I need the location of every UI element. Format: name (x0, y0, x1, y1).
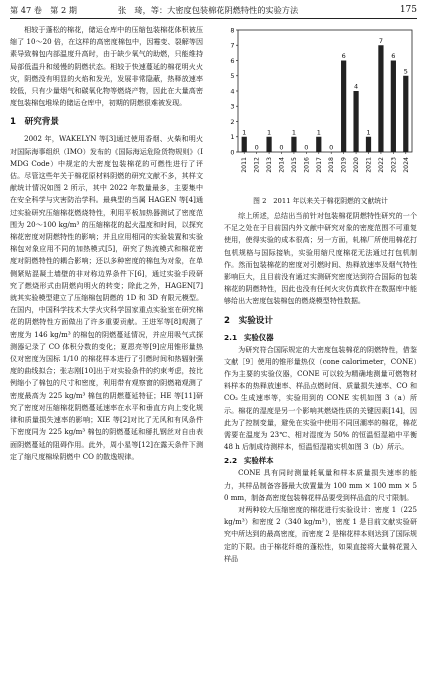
y-tick-label: 6 (230, 56, 235, 65)
data-label: 0 (304, 143, 309, 152)
bar (366, 137, 371, 152)
literature-bar-chart (224, 24, 417, 194)
bar (403, 76, 408, 152)
x-tick-label: 2016 (303, 157, 311, 173)
data-label: 0 (254, 143, 259, 152)
figure-caption: 图 2 2011 年以来关于棉花阴燃的文献统计 (253, 197, 388, 205)
paragraph-background: 2002 年，WAKELYN 等[3]通过使用香烟、火柴和明火对国际海事组织（IMO）发布的《国际海运危险货物规则》（IMDG Code）中规定的大密度包装棉花的可燃性进行了评估。尽管这些年关于棉花原材料阴燃的研究文献不多，其样文献统计情况如图 2 所示，其中 2022 年数量最多，主要集中在安全科学与灾害防治学科。最典型的当属 HAGEN 等[4]通过实验研究压缩棉花燃烧特性，利用平板加热器测试了密度范围为 20～100 kg/m³ 的压缩棉花的起火温度和时间，以探究棉花密度对阴燃特性的影响；并且应用相同的实验装置和实验棉包对象应用不同的加热模式[5]，研究了热流模式和棉花密度对阴燃特性的耦合影响；还以多种密度的棉包为对象，在单侧紧贴混凝土墙壁的非对称边界条件下[6]，通过实验手段研究了燃烧形式由阴燃向明火的转变；除此之外，HAGEN[7]就其实验模型建立了压缩棉包阴燃的 1D 和 3D 有限元模型。在国内，中国科学技术大学火灾科学国家重点实验室在研究棉花的阴燃特性方面做出了许多重要贡献。王进军等[8]观测了密度为 146 kg/m³ 的棉包的阴燃蔓延情况，并应用吸气式探测器记录了 CO 体积分数的变化；夏恩亮等[9]应用锥形量热仪对密度为国标 1/10 的棉花样本进行了引燃时间和热辐射强度的曲线拟合；张志刚[10]出于对实验条件的约束考虑，按比例缩小了棉包的尺寸和密度，利用带有观察窗的阴燃箱观测了密度最高为 225 kg/m³ 棉包的阴燃蔓延特征；HE 等[11]研究了密度对压缩棉花阴燃蔓延速率在水平和垂直方向上变化规律和质量损失速率的影响；XIE 等[2]对比了无风和有风条件下密度同为 225 kg/m³ 棉包的阴燃蔓延和掰扎钢丝对自由表面阴燃蔓延的阻碍作用。此外，周小星等[12]在露天条件下测定了缩尺度棉垛阴燃中 CO 的散逸规律。 (10, 134, 203, 461)
y-tick-label: 4 (230, 87, 235, 96)
header-rule (10, 18, 417, 19)
x-tick-label: 2020 (353, 157, 361, 173)
x-tick-label: 2015 (290, 157, 298, 173)
data-label: 0 (329, 143, 334, 152)
right-column (224, 24, 417, 565)
x-tick-label: 2014 (278, 157, 286, 173)
y-tick-label: 2 (230, 117, 235, 126)
data-label: 0 (279, 143, 284, 152)
data-label: 6 (391, 52, 396, 60)
paragraph-summary: 综上所述，总结出当前针对包装棉花阴燃特性研究的一个不足之处在于目前国内外文献中研究对象的密度范围不可重复使用，使得实验的成本很高；另一方面，轧棉厂所使用棉花打包机规格与国际接轨，实验用缩尺度棉花无法通过打包机制作。然而包装棉花的密度对引燃时间、热释放速率及烟气特性影响巨大，且目前没有通过实测研究密度达到符合国际的包装棉花的阴燃特性，因此也没有任何火灾仿真软件在数据库中能够给出大密度包装棉包的燃烧模型特性数据。 (224, 211, 417, 306)
x-tick-label: 2024 (402, 157, 410, 173)
paragraph-instrument: 为研究符合国际规定的大密度包装棉花的阴燃特性，借鉴文献［9］使用的锥形量热仪（cone calorimeter，CONE）作为主要的实验仪器，CONE 可以较为精确地测量可燃物材料样本的热释放速率、样品点燃时间、质量损失速率、CO 和 CO₂ 生成速率等，实验用到的 CONE 实机如图 3（a）所示。棉花的湿度是另一个影响其燃烧性质的关键因素[14]，因此为了控制变量，避免在实验中使用不同回潮率的棉花，棉花需要在温度为 23℃、相对湿度为 50% 的恒温恒湿箱中平衡 48 h 后制成待测样本，恒温恒湿箱实机如图 3（b）所示。 (224, 344, 417, 452)
subsection-heading-2-2 (224, 455, 417, 467)
data-label: 5 (403, 67, 408, 76)
data-label: 1 (291, 128, 296, 137)
y-tick-label: 5 (230, 72, 235, 81)
data-label: 4 (354, 82, 359, 91)
x-tick-label: 2018 (328, 157, 336, 173)
x-tick-label: 2021 (365, 157, 373, 173)
subsection-title: 实验仪器 (244, 332, 274, 342)
x-tick-label: 2013 (266, 157, 274, 173)
section-number: 2 (224, 315, 230, 326)
data-label: 1 (242, 128, 247, 137)
section-number: 1 (10, 117, 16, 128)
section-heading-1 (10, 115, 203, 129)
bar (378, 45, 383, 152)
subsection-heading-2-1 (224, 332, 417, 344)
bar (316, 137, 321, 152)
figure-2 (224, 24, 417, 194)
x-tick-label: 2011 (241, 157, 249, 173)
bar (341, 61, 346, 153)
running-header (0, 0, 427, 20)
data-label: 1 (316, 128, 321, 137)
data-label: 1 (366, 128, 371, 137)
y-tick-label: 8 (230, 26, 235, 35)
bar (242, 137, 247, 152)
bar (391, 61, 396, 153)
plot-frame (238, 30, 412, 152)
bar (291, 137, 296, 152)
y-tick-label: 0 (230, 148, 235, 157)
left-column (10, 24, 203, 463)
y-tick-label: 3 (230, 102, 235, 111)
data-label: 1 (267, 128, 272, 137)
paragraph-sample-1: CONE 具有同时测量耗氧量和样本质量损失速率的能力，其样品制备容器最大放置量为 100 mm × 100 mm × 50 mm，制备高密度包装棉花样品要受到样品盒的尺寸限制。 (224, 468, 417, 502)
data-label: 7 (378, 36, 383, 45)
subsection-number: 2.2 (224, 456, 238, 466)
y-tick-label: 7 (230, 41, 235, 50)
section-heading-2 (224, 314, 417, 328)
section-title: 实验设计 (238, 315, 273, 326)
x-tick-label: 2012 (253, 157, 261, 173)
subsection-number: 2.1 (224, 332, 238, 342)
page-number: 175 (399, 5, 417, 15)
paragraph-intro-cont: 相较于蓬松的棉花，储运仓库中的压缩包装棉花体积被压缩了 10～20 倍，在这样的高密度棉包中，因霉变、裂解等因素导致棉包内部温度升高时，由于缺少氧气的助燃，只能维持局部低温升和缓慢的阴燃状态。相较于快速蔓延的棉花明火火灾，阴燃没有明显的火焰和发光，发展非常隐蔽，热释放速率较低，只有少量烟气和碳氧化物等燃烧产物，因此在大量高密度包装棉包堆垛的储运仓库中，初期的阴燃很难被发现。 (10, 25, 203, 108)
section-title: 研究背景 (24, 117, 59, 128)
journal-issue: 第 47 卷 第 2 期 (10, 5, 77, 15)
bar (266, 137, 271, 152)
subsection-title: 实验样本 (244, 456, 274, 466)
x-tick-label: 2022 (377, 157, 385, 173)
running-title: 张 琦，等：大密度包装棉花阴燃特性的实验方法 (118, 5, 299, 15)
x-tick-label: 2017 (315, 157, 323, 173)
x-tick-label: 2023 (390, 157, 398, 173)
y-tick-label: 1 (230, 133, 235, 142)
bar (353, 91, 358, 152)
paragraph-sample-2: 对两种较大压缩密度的棉花进行实验设计：密度 1（225 kg/m³）和密度 2（340 kg/m³），密度 1 是目前文献实验研究中所达到的最高密度，而密度 2 是棉花样本则达到了国际规定的下限。由于棉花纤维的蓬松性，如果直接将大量棉花置入样品 (224, 505, 417, 563)
data-label: 6 (341, 52, 346, 60)
x-tick-label: 2019 (340, 157, 348, 173)
